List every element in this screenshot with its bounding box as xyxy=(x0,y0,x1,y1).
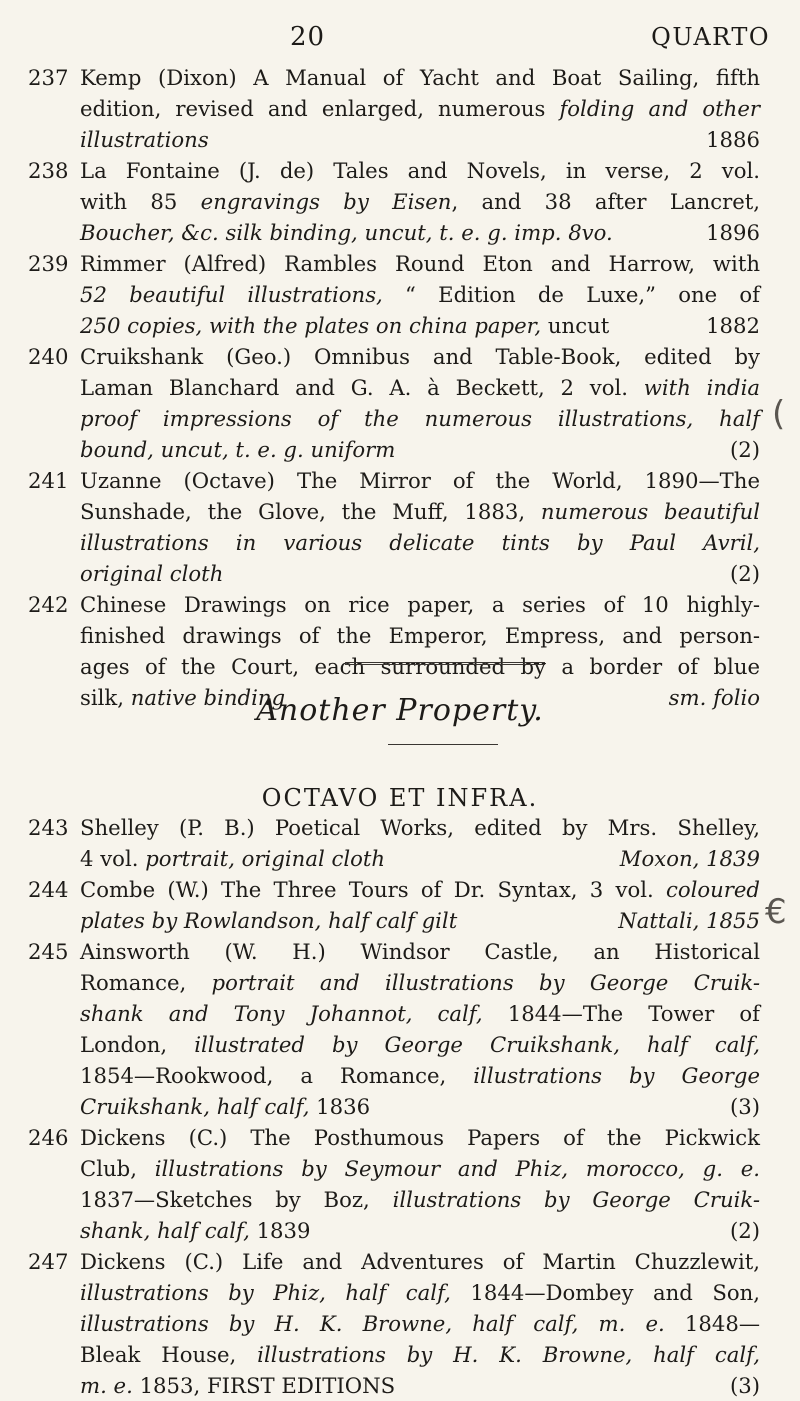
lot-description-line xyxy=(80,465,760,496)
lot-date-or-count: (3) xyxy=(729,1373,760,1398)
lot-description-line xyxy=(80,403,760,434)
lot-date-or-count: sm. folio xyxy=(668,685,760,710)
lot-number: 242 xyxy=(28,592,69,617)
lot-description-text: Shelley (P. B.) Poetical Works, edited by Mrs. Shelley, xyxy=(80,815,760,840)
lot-description-text: shank and Tony Johannot, calf, 1844—The Tower of xyxy=(80,1001,760,1026)
lot-description-line xyxy=(80,1029,760,1060)
section-heading: QUARTO xyxy=(651,23,770,51)
lot-list-octavo xyxy=(28,812,760,1401)
lot-description-line xyxy=(80,310,760,341)
lot-description-text: London, illustrated by George Cruikshank, half calf, xyxy=(80,1032,761,1057)
lot-description-text: m. e. 1853, FIRST EDITIONS xyxy=(80,1373,396,1398)
lot-date-or-count: Moxon, 1839 xyxy=(619,846,760,871)
lot-number: 246 xyxy=(28,1125,69,1150)
lot-description-text: Laman Blanchard and G. A. à Beckett, 2 vol. with india xyxy=(80,375,761,400)
lot-description-line xyxy=(80,589,760,620)
catalogue-lot-239 xyxy=(28,248,760,341)
lot-description-text: proof impressions of the numerous illustrations, half xyxy=(80,406,760,431)
lot-description-text: finished drawings of the Emperor, Empress, and person- xyxy=(80,623,760,648)
lot-description-line xyxy=(80,124,760,155)
lot-description-text: shank, half calf, 1839 xyxy=(80,1218,311,1243)
lot-description-line xyxy=(80,1277,760,1308)
lot-description-line xyxy=(80,527,760,558)
lot-description-text: Dickens (C.) The Posthumous Papers of the Pickwick xyxy=(80,1125,760,1150)
lot-description-line xyxy=(80,998,760,1029)
lot-description-text: with 85 engravings by Eisen, and 38 after Lancret, xyxy=(80,189,761,214)
lot-date-or-count: 1886 xyxy=(706,127,760,152)
lot-description-line xyxy=(80,1215,760,1246)
lot-description-text: edition, revised and enlarged, numerous folding and other xyxy=(80,96,760,121)
lot-description-text: Bleak House, illustrations by H. K. Browne, half calf, xyxy=(80,1342,761,1367)
lot-description-text: illustrations in various delicate tints by Paul Avril, xyxy=(80,530,760,555)
lot-number: 239 xyxy=(28,251,69,276)
lot-description-text: illustrations xyxy=(80,127,209,152)
lot-description-line xyxy=(80,155,760,186)
lot-number: 241 xyxy=(28,468,69,493)
lot-description-line xyxy=(80,558,760,589)
lot-description-text: Boucher, &c. silk binding, uncut, t. e. g. imp. 8vo. xyxy=(80,220,613,245)
lot-description-line xyxy=(80,1153,760,1184)
catalogue-lot-244 xyxy=(28,874,760,936)
lot-number: 247 xyxy=(28,1249,69,1274)
lot-date-or-count: Nattali, 1855 xyxy=(618,908,760,933)
catalogue-lot-241 xyxy=(28,465,760,589)
lot-description-line xyxy=(80,62,760,93)
lot-description-line xyxy=(80,372,760,403)
lot-description-line xyxy=(80,620,760,651)
catalogue-lot-245 xyxy=(28,936,760,1122)
lot-description-line xyxy=(80,496,760,527)
lot-description-text: Club, illustrations by Seymour and Phiz, morocco, g. e. xyxy=(80,1156,760,1181)
lot-description-line xyxy=(80,1370,760,1401)
lot-description-line xyxy=(80,1246,760,1277)
lot-date-or-count: 1896 xyxy=(706,220,760,245)
page-number: 20 xyxy=(290,22,326,52)
lot-description-text: 52 beautiful illustrations, “ Edition de Luxe,” one of xyxy=(80,282,760,307)
catalogue-lot-237 xyxy=(28,62,760,155)
lot-number: 237 xyxy=(28,65,69,90)
lot-description-line xyxy=(80,812,760,843)
section-title: Another Property. xyxy=(256,693,544,728)
lot-description-text: plates by Rowlandson, half calf gilt xyxy=(80,908,458,933)
lot-description-line xyxy=(80,1122,760,1153)
lot-description-line xyxy=(80,248,760,279)
lot-date-or-count: (2) xyxy=(729,561,760,586)
lot-number: 244 xyxy=(28,877,69,902)
lot-list-quarto xyxy=(28,62,760,713)
lot-description-line xyxy=(80,1184,760,1215)
lot-description-text: Sunshade, the Glove, the Muff, 1883, numerous beautiful xyxy=(80,499,760,524)
lot-description-line xyxy=(80,93,760,124)
lot-date-or-count: 1882 xyxy=(706,313,760,338)
lot-description-line xyxy=(80,874,760,905)
lot-description-line xyxy=(80,186,760,217)
lot-description-line xyxy=(80,1091,760,1122)
lot-description-text: Rimmer (Alfred) Rambles Round Eton and Harrow, with xyxy=(80,251,760,276)
lot-description-text: 250 copies, with the plates on china paper, uncut xyxy=(80,313,610,338)
lot-number: 238 xyxy=(28,158,69,183)
lot-number: 243 xyxy=(28,815,69,840)
lot-description-text: Kemp (Dixon) A Manual of Yacht and Boat Sailing, fifth xyxy=(80,65,760,90)
lot-description-text: Romance, portrait and illustrations by George Cruik- xyxy=(80,970,760,995)
section-divider-double-rule xyxy=(345,662,545,665)
lot-description-line xyxy=(80,1339,760,1370)
lot-description-text: Uzanne (Octave) The Mirror of the World, 1890—The xyxy=(80,468,760,493)
lot-description-text: illustrations by H. K. Browne, half calf, m. e. 1848— xyxy=(80,1311,761,1336)
lot-description-text: Chinese Drawings on rice paper, a series of 10 highly- xyxy=(80,592,760,617)
lot-description-line xyxy=(80,1308,760,1339)
lot-description-text: 4 vol. portrait, original cloth xyxy=(80,846,386,871)
lot-description-text: Dickens (C.) Life and Adventures of Martin Chuzzlewit, xyxy=(80,1249,760,1274)
page-header xyxy=(290,22,770,52)
lot-description-line xyxy=(80,651,760,682)
catalogue-lot-240 xyxy=(28,341,760,465)
lot-description-text: original cloth xyxy=(80,561,224,586)
lot-date-or-count: (2) xyxy=(729,1218,760,1243)
lot-description-text: bound, uncut, t. e. g. uniform xyxy=(80,437,396,462)
lot-description-text: La Fontaine (J. de) Tales and Novels, in verse, 2 vol. xyxy=(80,158,760,183)
lot-description-line xyxy=(80,936,760,967)
lot-description-text: ages of the Court, each surrounded by a border of blue xyxy=(80,654,760,679)
catalogue-lot-246 xyxy=(28,1122,760,1246)
lot-description-line xyxy=(80,434,760,465)
lot-description-text: 1854—Rookwood, a Romance, illustrations by George xyxy=(80,1063,760,1088)
lot-description-text: Cruikshank (Geo.) Omnibus and Table-Book, edited by xyxy=(80,344,760,369)
lot-description-line xyxy=(80,1060,760,1091)
catalogue-lot-247 xyxy=(28,1246,760,1401)
section-subtitle: OCTAVO ET INFRA. xyxy=(261,784,539,812)
lot-description-line xyxy=(80,341,760,372)
lot-date-or-count: (2) xyxy=(729,437,760,462)
lot-number: 240 xyxy=(28,344,69,369)
section-divider-rule xyxy=(388,744,498,745)
lot-description-line xyxy=(80,279,760,310)
margin-curly-mark: € xyxy=(765,892,787,932)
margin-bracket-mark: ( xyxy=(772,394,786,434)
catalogue-lot-243 xyxy=(28,812,760,874)
lot-description-line xyxy=(80,843,760,874)
lot-description-line xyxy=(80,967,760,998)
lot-description-text: Combe (W.) The Three Tours of Dr. Syntax, 3 vol. coloured xyxy=(80,877,760,902)
catalogue-lot-238 xyxy=(28,155,760,248)
lot-description-text: Cruikshank, half calf, 1836 xyxy=(80,1094,371,1119)
lot-number: 245 xyxy=(28,939,69,964)
lot-description-text: illustrations by Phiz, half calf, 1844—Dombey and Son, xyxy=(80,1280,760,1305)
lot-description-line xyxy=(80,905,760,936)
lot-description-line xyxy=(80,217,760,248)
lot-description-text: silk, native binding xyxy=(80,685,286,710)
lot-description-text: Ainsworth (W. H.) Windsor Castle, an Historical xyxy=(80,939,760,964)
lot-description-text: 1837—Sketches by Boz, illustrations by George Cruik- xyxy=(80,1187,761,1212)
lot-date-or-count: (3) xyxy=(729,1094,760,1119)
